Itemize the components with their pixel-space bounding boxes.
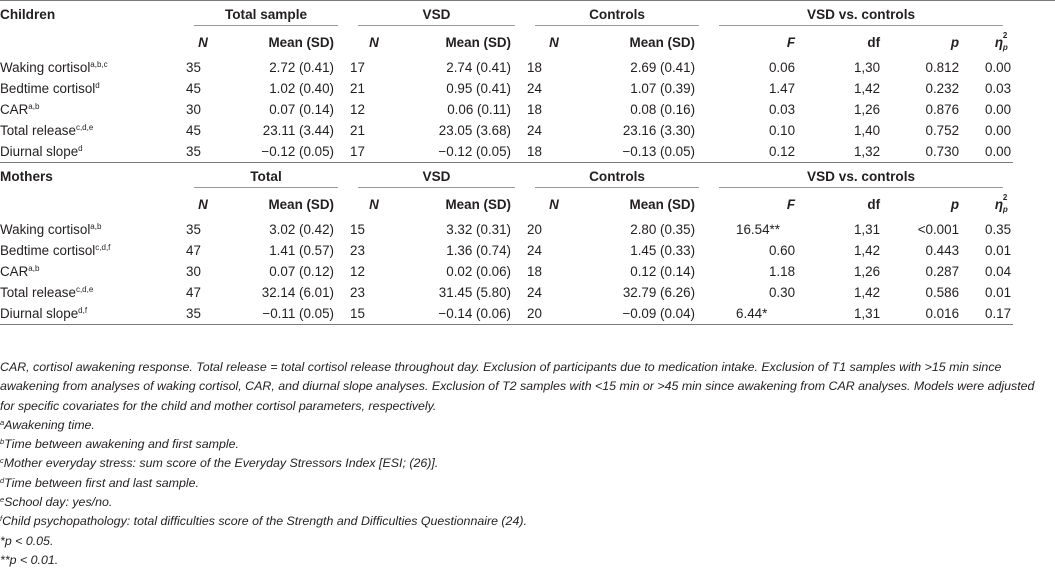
cell-p: <0.001 (917, 222, 960, 237)
cell-vM: 0.06 (0.11) (447, 102, 512, 117)
cell-df: 1,30 (853, 60, 881, 75)
children-group-1: VSD (348, 1, 525, 29)
cell-F: 0.06 (768, 60, 796, 75)
cell-cN: 18 (525, 141, 583, 163)
row-label-sup: a,b (90, 222, 102, 231)
row-label (0, 99, 184, 120)
table-row (0, 99, 1055, 120)
mothers-eta-sub: p (1002, 205, 1008, 214)
footnote-text: Time between awakening and first sample. (4, 437, 239, 452)
mothers-section-label: Mothers (0, 163, 184, 191)
footnote (0, 493, 1050, 512)
footnote-text: Child psychopathology: total difficulties score of the Strength and Difficulties Questionnaire (24). (2, 514, 527, 529)
cell-eta: 0.04 (985, 264, 1012, 279)
row-label-sup: d,f (78, 306, 88, 315)
cell-vM: 1.36 (0.74) (446, 243, 512, 258)
cell-df: 1,26 (853, 264, 881, 279)
row-label-text: Total release (0, 285, 76, 300)
cell-vN: 23 (350, 285, 365, 300)
footnote-text: Mother everyday stress: sum score of the Everyday Stressors Index [ESI; (26)]. (3, 456, 439, 471)
mothers-col-N-2: N (369, 197, 379, 212)
cell-p: 0.876 (925, 102, 960, 117)
mothers-group-1: VSD (348, 163, 525, 191)
cell-eta: 0.01 (985, 243, 1012, 258)
mothers-col-mean-3: Mean (SD) (445, 197, 512, 212)
cell-vN: 15 (348, 303, 400, 325)
cell-cN: 24 (527, 243, 542, 258)
cell-F: 1.18 (768, 264, 796, 279)
table-row (0, 120, 1055, 141)
row-label-sup: c,d,f (95, 243, 111, 252)
mothers-col-eta (965, 190, 1013, 219)
cell-df: 1,42 (853, 285, 881, 300)
mothers-group-underline-2 (535, 187, 699, 188)
children-col-p-8: p (950, 35, 960, 50)
sig-note-2: **p < 0.01. (0, 552, 59, 567)
children-group-underline-1 (358, 25, 515, 26)
row-label-text: Waking cortisol (0, 222, 91, 237)
children-col-df-7: df (867, 35, 881, 50)
sig-note-1: *p < 0.05. (0, 533, 54, 548)
footnote-mark: e (0, 495, 5, 505)
table-row (0, 303, 1055, 325)
cell-tM: −0.11 (0.05) (222, 303, 348, 325)
footnote-text: Time between first and last sample. (4, 475, 199, 490)
cell-vN: 17 (348, 141, 400, 163)
cell-tN: 30 (186, 102, 201, 117)
cell-cN: 18 (527, 102, 542, 117)
mothers-group-underline-0 (194, 187, 338, 188)
cell-tN: 45 (186, 81, 201, 96)
footnote-mark: f (0, 514, 3, 524)
cell-df: 1,42 (853, 243, 881, 258)
row-label-sup: a,b (28, 264, 40, 273)
mothers-col-N-0: N (198, 197, 208, 212)
children-col-N-0: N (198, 35, 208, 50)
cell-F: 0.30 (768, 285, 796, 300)
cell-eta: 0.01 (985, 285, 1012, 300)
cell-eta: 0.00 (985, 60, 1012, 75)
children-group-underline-3 (719, 25, 1003, 26)
mothers-group-3: VSD vs. controls (709, 163, 1013, 191)
footnote-text: Awakening time. (4, 417, 95, 432)
children-col-N-2: N (369, 35, 379, 50)
cell-p: 0.287 (925, 264, 960, 279)
mothers-col-p-8: p (950, 197, 960, 212)
mothers-col-F-6: F (786, 197, 796, 212)
cell-df: 1,31 (853, 222, 881, 237)
table-row (0, 78, 1055, 99)
cell-cM: 1.45 (0.33) (630, 243, 696, 258)
children-group-underline-0 (194, 25, 338, 26)
footnote-mark: a (0, 417, 5, 427)
cell-df: 1,40 (853, 123, 881, 138)
cell-p: 0.443 (925, 243, 960, 258)
mothers-column-header (0, 190, 1055, 219)
children-group-underline-2 (535, 25, 699, 26)
row-label (0, 141, 184, 163)
table-row (0, 219, 1055, 240)
children-group-3: VSD vs. controls (709, 1, 1013, 29)
cell-cN: 20 (527, 222, 542, 237)
cell-vN: 12 (350, 264, 365, 279)
cell-cM: 2.69 (0.41) (630, 60, 696, 75)
cell-p: 0.730 (886, 141, 965, 163)
row-label-sup: c,d,e (75, 123, 94, 132)
children-eta-symbol (994, 31, 1011, 52)
row-label (0, 240, 184, 261)
children-col-mean-5: Mean (SD) (629, 35, 696, 50)
row-label-text: Bedtime cortisol (0, 243, 96, 258)
row-label (0, 303, 184, 325)
cell-vM: −0.14 (0.06) (400, 303, 525, 325)
cell-tM: 3.02 (0.42) (269, 222, 334, 237)
row-label-text: CAR (0, 264, 29, 279)
mothers-col-df-7: df (867, 197, 881, 212)
cell-df: 1,31 (807, 303, 886, 325)
children-eta-sup: 2 (1002, 31, 1008, 40)
footnote (0, 416, 1050, 435)
cell-cN: 24 (527, 123, 542, 138)
children-col-blank (0, 28, 184, 57)
cell-eta: 0.35 (985, 222, 1012, 237)
cell-tM: 23.11 (3.44) (262, 123, 334, 138)
row-label-sup: a,b,c (90, 60, 108, 69)
row-label-text: Bedtime cortisol (0, 81, 96, 96)
cell-tN: 35 (184, 303, 222, 325)
cell-cM: 23.16 (3.30) (622, 123, 696, 138)
row-label-sup: d (78, 144, 83, 153)
cell-df: 1,32 (807, 141, 886, 163)
table-row (0, 240, 1055, 261)
cell-vN: 15 (350, 222, 365, 237)
table-row (0, 57, 1055, 78)
row-label (0, 219, 184, 240)
cell-tM: −0.12 (0.05) (222, 141, 348, 163)
cell-tN: 47 (186, 285, 201, 300)
cell-tN: 45 (186, 123, 201, 138)
children-eta-letter: η (994, 35, 1004, 50)
mothers-eta-sup: 2 (1002, 193, 1008, 202)
cell-tM: 32.14 (6.01) (261, 285, 334, 300)
cell-cN: 18 (527, 60, 542, 75)
row-label-sup: c,d,e (75, 285, 94, 294)
table-notes (0, 358, 1050, 570)
cell-vN: 17 (350, 60, 365, 75)
mothers-group-header (0, 163, 1055, 191)
children-column-header (0, 28, 1055, 57)
notes-main: CAR, cortisol awakening response. Total release = total cortisol release throughout day. Exclusion of participants due to medication intake. Exclusion of T1 samples with >15 min since awakening from analyses of waking cortisol, CAR, and diurnal slope analyses. Exclusion of T2 samples with <15 min or >45 min since awakening from CAR analyses. Models were adjusted for specific covariates for the child and mother cortisol parameters, respectively. (0, 360, 1035, 413)
cell-F: 0.10 (768, 123, 796, 138)
footnote-mark: c (0, 456, 4, 466)
cell-tN: 30 (186, 264, 201, 279)
mothers-group-2: Controls (525, 163, 709, 191)
row-label-sup: a,b (28, 102, 40, 111)
cell-vM: 23.05 (3.68) (438, 123, 512, 138)
cell-cM: −0.09 (0.04) (583, 303, 709, 325)
cell-p: 0.812 (925, 60, 960, 75)
mothers-eta-letter: η (994, 197, 1004, 212)
cell-df: 1,42 (853, 81, 881, 96)
cell-tM: 2.72 (0.41) (269, 60, 334, 75)
cell-eta: 0.00 (965, 141, 1013, 163)
cell-cM: 0.12 (0.14) (630, 264, 696, 279)
cell-cM: 32.79 (6.26) (622, 285, 696, 300)
cell-vM: 31.45 (5.80) (438, 285, 512, 300)
mothers-group-0: Total (184, 163, 348, 191)
cell-vM: −0.12 (0.05) (400, 141, 525, 163)
footnote (0, 474, 1050, 493)
cell-tM: 0.07 (0.14) (269, 102, 334, 117)
cell-vN: 21 (350, 81, 365, 96)
cell-tN: 47 (186, 243, 201, 258)
cell-cN: 24 (527, 81, 542, 96)
mothers-col-blank (0, 190, 184, 219)
cell-tM: 0.07 (0.12) (269, 264, 334, 279)
cell-tM: 1.02 (0.40) (269, 81, 334, 96)
row-label (0, 57, 184, 78)
children-group-0: Total sample (184, 1, 348, 29)
cell-cM: 1.07 (0.39) (630, 81, 696, 96)
cell-tN: 35 (186, 222, 201, 237)
footnote-mark: b (0, 437, 5, 447)
mothers-group-underline-3 (719, 187, 1003, 188)
children-section-label: Children (0, 1, 184, 29)
cell-vN: 12 (350, 102, 365, 117)
children-col-F-6: F (786, 35, 796, 50)
cell-cN: 18 (527, 264, 542, 279)
children-col-eta (965, 28, 1013, 57)
table-row (0, 141, 1055, 163)
cell-cN: 20 (525, 303, 583, 325)
cell-vN: 23 (350, 243, 365, 258)
cell-tM: 1.41 (0.57) (269, 243, 334, 258)
cell-cM: 2.80 (0.35) (630, 222, 696, 237)
footnote-text: School day: yes/no. (4, 495, 113, 510)
row-label (0, 120, 184, 141)
cell-eta: 0.00 (985, 123, 1012, 138)
children-col-N-4: N (549, 35, 559, 50)
mothers-col-mean-5: Mean (SD) (629, 197, 696, 212)
cell-tN: 35 (186, 60, 201, 75)
cell-vN: 21 (350, 123, 365, 138)
row-label-text: CAR (0, 102, 29, 117)
children-group-2: Controls (525, 1, 709, 29)
mothers-eta-symbol (994, 193, 1011, 214)
mothers-group-underline-1 (358, 187, 515, 188)
row-label (0, 282, 184, 303)
row-label (0, 261, 184, 282)
cell-eta: 0.00 (985, 102, 1012, 117)
cell-p: 0.586 (925, 285, 960, 300)
cell-p: 0.232 (925, 81, 960, 96)
children-col-mean-3: Mean (SD) (445, 35, 512, 50)
cell-vM: 2.74 (0.41) (446, 60, 512, 75)
row-label-text: Diurnal slope (0, 306, 79, 321)
cell-F: 0.60 (768, 243, 796, 258)
mothers-col-N-4: N (549, 197, 559, 212)
footnote-mark: d (0, 475, 5, 485)
cell-cN: 24 (527, 285, 542, 300)
cell-F: 0.03 (768, 102, 796, 117)
cell-p: 0.752 (925, 123, 960, 138)
cell-vM: 0.02 (0.06) (446, 264, 512, 279)
footnote (0, 435, 1050, 454)
table-row (0, 261, 1055, 282)
row-label-text: Diurnal slope (0, 144, 79, 159)
footnote (0, 454, 1050, 473)
footnote (0, 512, 1050, 531)
cell-vM: 3.32 (0.31) (446, 222, 512, 237)
children-eta-sub: p (1002, 43, 1008, 52)
cell-F: 1.47 (768, 81, 796, 96)
cell-p: 0.016 (886, 303, 965, 325)
cell-eta: 0.17 (965, 303, 1013, 325)
cell-vM: 0.95 (0.41) (446, 81, 512, 96)
cell-tN: 35 (184, 141, 222, 163)
cell-F: 0.12 (709, 141, 807, 163)
cell-cM: −0.13 (0.05) (583, 141, 709, 163)
cell-F: 6.44* (709, 303, 807, 325)
mothers-col-mean-1: Mean (SD) (268, 197, 334, 212)
cell-F: 16.54** (736, 222, 780, 237)
cell-cM: 0.08 (0.16) (630, 102, 696, 117)
children-group-header (0, 1, 1055, 29)
row-label (0, 78, 184, 99)
cell-df: 1,26 (853, 102, 881, 117)
cell-eta: 0.03 (985, 81, 1012, 96)
children-col-mean-1: Mean (SD) (268, 35, 334, 50)
row-label-text: Total release (0, 123, 76, 138)
row-label-text: Waking cortisol (0, 60, 91, 75)
table-row (0, 282, 1055, 303)
row-label-sup: d (95, 81, 100, 90)
